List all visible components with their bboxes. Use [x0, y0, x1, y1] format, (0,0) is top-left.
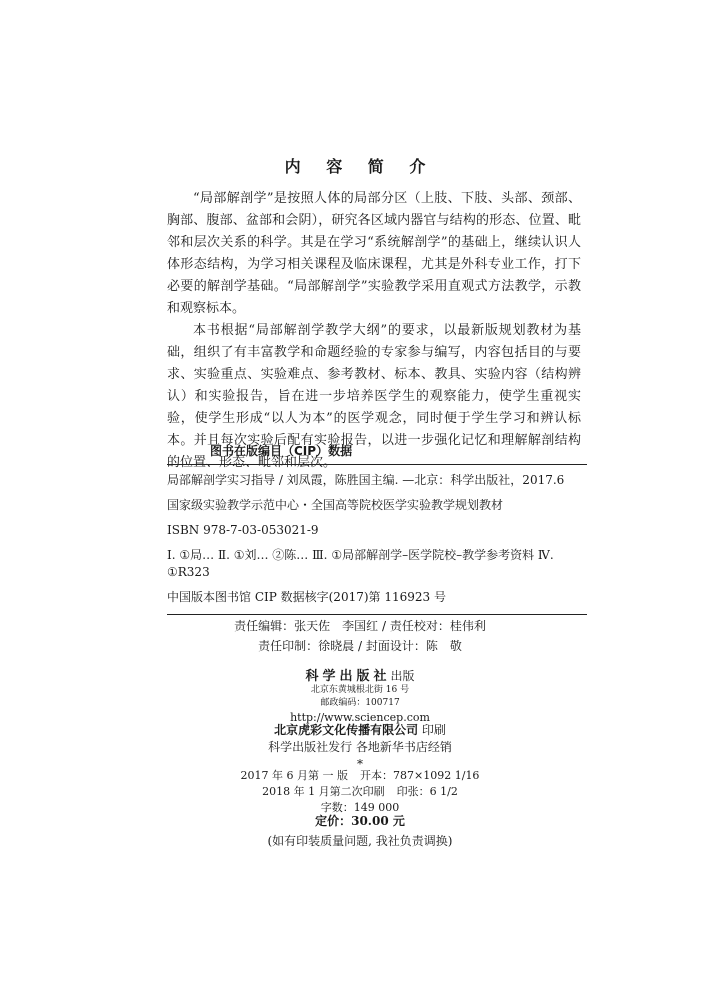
- publisher-name-line: [0, 665, 720, 684]
- edition-first: 2017 年 6 月第 一 版: [240, 769, 349, 782]
- page-title: 内 容 简 介: [284, 157, 436, 176]
- edition-block: [0, 768, 720, 816]
- edition-words: 字数：149 000: [320, 801, 400, 814]
- edition-line-2: [0, 784, 720, 800]
- cip-heading: 图书在版编目（CIP）数据: [210, 444, 353, 458]
- publisher-url: http://www.sciencep.com: [290, 711, 430, 724]
- edition-reprint: 2018 年 1 月第二次印刷: [262, 785, 385, 798]
- separator-star: *: [357, 757, 363, 771]
- cip-entry-record: 中国版本图书馆 CIP 数据核字(2017)第 116923 号: [167, 590, 446, 604]
- summary-paragraph: 本书根据“局部解剖学教学大纲”的要求，以最新版规划教材为基础，组织了有丰富教学和命题经验的专家参与编写，内容包括目的与要求、实验重点、实验难点、参考教材、标本、教具、实验内容（结构辨认）和实验报告，旨在进一步培养医学生的观察能力，使学生重视实验，使学生形成“以人为本”的医学观念，同时便于学生学习和辨认标本。并且每次实验后配有实验报告，以进一步强化记忆和理解解剖结构的位置、形态、毗邻和层次。: [167, 323, 581, 470]
- cip-entry-classification: Ⅰ. ①局… Ⅱ. ①刘… ②陈… Ⅲ. ①局部解剖学–医学院校–教学参考资料 Ⅳ. ①R323: [167, 548, 554, 579]
- cip-block: [167, 472, 587, 614]
- printer-name: 北京虎彩文化传播有限公司: [274, 723, 419, 737]
- publisher-block: [0, 665, 720, 725]
- summary-section: [167, 188, 581, 474]
- credits-line-editors: 责任编辑：张天佐 李国红 / 责任校对：桂伟利: [234, 619, 486, 633]
- credits: [0, 616, 720, 656]
- printer-line: [0, 722, 720, 739]
- printer-block: [0, 722, 720, 773]
- printer-suffix: 印刷: [421, 723, 446, 737]
- quality-notice: (如有印装质量问题, 我社负责调换): [267, 834, 453, 848]
- edition-sheets: 印张：6 1/2: [396, 785, 458, 798]
- cip-top-rule: [167, 464, 587, 465]
- cip-entry-title: 局部解剖学实习指导 / 刘凤霞，陈胜国主编. —北京：科学出版社，2017.6: [167, 473, 565, 487]
- cip-entry-series: 国家级实验教学示范中心・全国高等院校医学实验教学规划教材: [167, 498, 504, 512]
- publisher-address: 北京东黄城根北街 16 号: [310, 685, 410, 695]
- distribution-line: 科学出版社发行 各地新华书店经销: [268, 740, 452, 754]
- cip-bottom-rule: [167, 614, 587, 615]
- credits-line-production: 责任印制：徐晓晨 / 封面设计：陈 敬: [258, 639, 462, 653]
- publisher-suffix: 出版: [390, 669, 415, 683]
- cip-entry-isbn: ISBN 978-7-03-053021-9: [167, 523, 319, 537]
- summary-paragraph: “局部解剖学”是按照人体的局部分区（上肢、下肢、头部、颈部、胸部、腹部、盆部和会阴），研究各区域内器官与结构的形态、位置、毗邻和层次关系的科学。其是在学习“系统解剖学”的基础上，继续认识人体形态结构，为学习相关课程及临床课程，尤其是外科专业工作，打下必要的解剖学基础。“局部解剖学”实验教学采用直观式方法教学，示教和观察标本。: [167, 191, 581, 316]
- edition-line-1: [0, 768, 720, 784]
- publisher-postcode: 邮政编码：100717: [320, 698, 400, 708]
- price: 定价：30.00 元: [315, 814, 405, 828]
- publisher-name: 科学出版社: [305, 669, 391, 684]
- edition-format: 开本：787×1092 1/16: [360, 769, 480, 782]
